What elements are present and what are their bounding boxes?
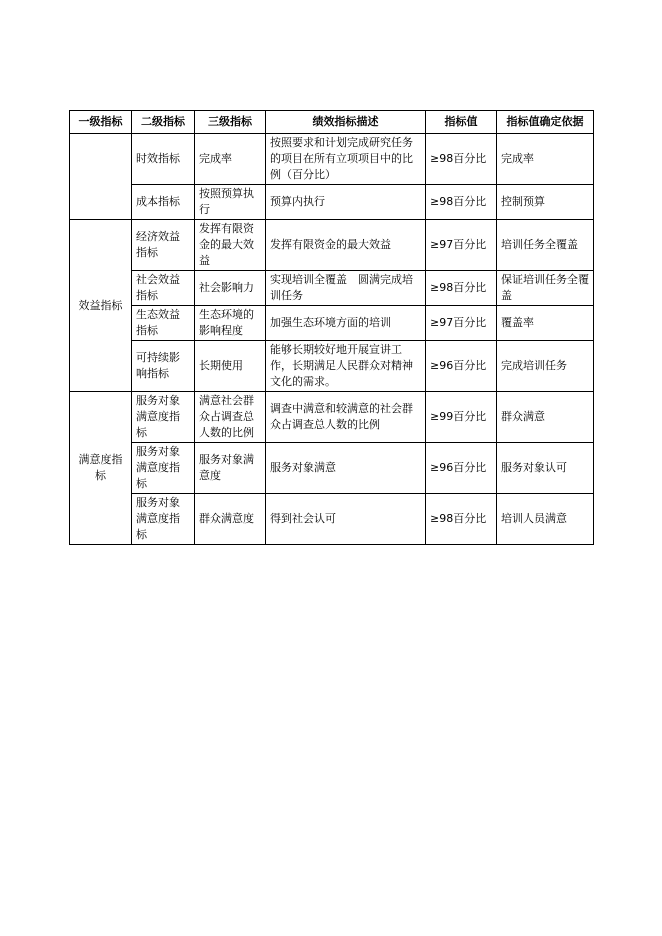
header-basis: 指标值确定依据 — [497, 111, 594, 134]
basis-cell: 培训人员满意 — [497, 494, 594, 545]
description-cell: 调查中满意和较满意的社会群众占调查总人数的比例 — [266, 392, 426, 443]
level2-cell: 生态效益指标 — [132, 306, 195, 341]
description-cell: 加强生态环境方面的培训 — [266, 306, 426, 341]
table-row — [70, 392, 594, 443]
table-row — [70, 494, 594, 545]
level2-cell: 可持续影响指标 — [132, 341, 195, 392]
basis-cell: 完成培训任务 — [497, 341, 594, 392]
description-cell: 预算内执行 — [266, 185, 426, 220]
basis-cell: 控制预算 — [497, 185, 594, 220]
level2-cell: 服务对象满意度指标 — [132, 494, 195, 545]
description-cell: 按照要求和计划完成研究任务的项目在所有立项项目中的比例（百分比） — [266, 134, 426, 185]
basis-cell: 群众满意 — [497, 392, 594, 443]
level3-cell: 长期使用 — [195, 341, 266, 392]
header-value: 指标值 — [426, 111, 497, 134]
value-cell: ≥96百分比 — [426, 443, 497, 494]
description-cell: 发挥有限资金的最大效益 — [266, 220, 426, 271]
header-row — [70, 111, 594, 134]
header-description: 绩效指标描述 — [266, 111, 426, 134]
group-cell-satisfaction: 满意度指标 — [70, 392, 132, 545]
level3-cell: 完成率 — [195, 134, 266, 185]
level3-cell: 生态环境的影响程度 — [195, 306, 266, 341]
header-level2: 二级指标 — [132, 111, 195, 134]
value-cell: ≥98百分比 — [426, 134, 497, 185]
group-cell-benefit: 效益指标 — [70, 220, 132, 392]
level3-cell: 社会影响力 — [195, 271, 266, 306]
description-cell: 能够长期较好地开展宣讲工作，长期满足人民群众对精神文化的需求。 — [266, 341, 426, 392]
level3-cell: 满意社会群众占调查总人数的比例 — [195, 392, 266, 443]
group-cell-blank — [70, 134, 132, 220]
table-row — [70, 306, 594, 341]
basis-cell: 保证培训任务全覆盖 — [497, 271, 594, 306]
description-cell: 得到社会认可 — [266, 494, 426, 545]
header-level3: 三级指标 — [195, 111, 266, 134]
basis-cell: 培训任务全覆盖 — [497, 220, 594, 271]
level3-cell: 群众满意度 — [195, 494, 266, 545]
value-cell: ≥98百分比 — [426, 185, 497, 220]
value-cell: ≥98百分比 — [426, 271, 497, 306]
description-cell: 服务对象满意 — [266, 443, 426, 494]
basis-cell: 覆盖率 — [497, 306, 594, 341]
table-row — [70, 341, 594, 392]
table-row — [70, 220, 594, 271]
value-cell: ≥96百分比 — [426, 341, 497, 392]
value-cell: ≥97百分比 — [426, 306, 497, 341]
description-cell: 实现培训全覆盖 圆满完成培训任务 — [266, 271, 426, 306]
value-cell: ≥99百分比 — [426, 392, 497, 443]
level2-cell: 服务对象满意度指标 — [132, 392, 195, 443]
basis-cell: 完成率 — [497, 134, 594, 185]
level2-cell: 经济效益指标 — [132, 220, 195, 271]
table-row — [70, 271, 594, 306]
table-row — [70, 134, 594, 185]
basis-cell: 服务对象认可 — [497, 443, 594, 494]
level2-cell: 社会效益指标 — [132, 271, 195, 306]
level2-cell: 时效指标 — [132, 134, 195, 185]
level3-cell: 按照预算执行 — [195, 185, 266, 220]
level2-cell: 成本指标 — [132, 185, 195, 220]
table-row — [70, 185, 594, 220]
level3-cell: 发挥有限资金的最大效益 — [195, 220, 266, 271]
level2-cell: 服务对象满意度指标 — [132, 443, 195, 494]
performance-metrics-table — [69, 110, 594, 545]
value-cell: ≥97百分比 — [426, 220, 497, 271]
value-cell: ≥98百分比 — [426, 494, 497, 545]
header-level1: 一级指标 — [70, 111, 132, 134]
table-row — [70, 443, 594, 494]
level3-cell: 服务对象满意度 — [195, 443, 266, 494]
